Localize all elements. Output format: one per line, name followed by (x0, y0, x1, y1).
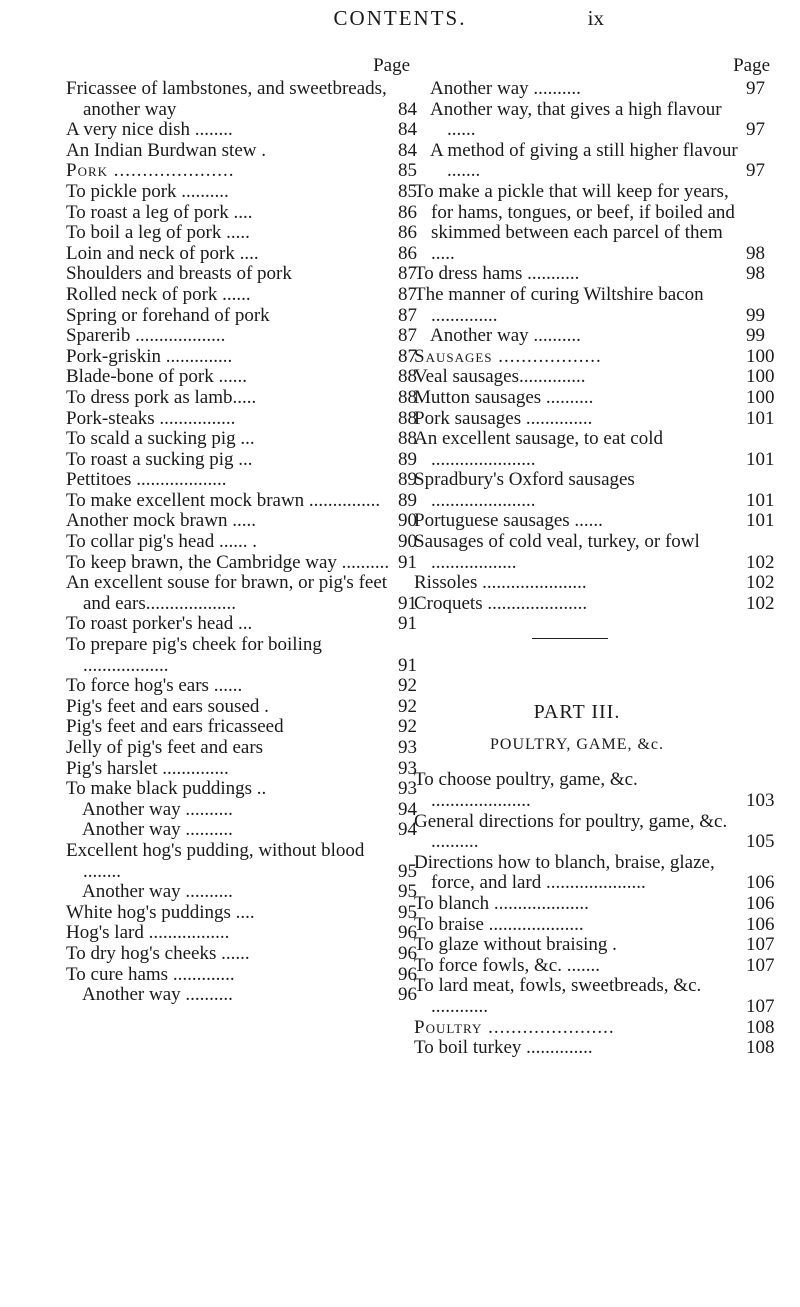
entry-page-number: 84 (398, 98, 417, 120)
entry-title: To make excellent mock brawn ............... (66, 489, 381, 511)
entry-title: To roast a leg of pork .... (66, 201, 253, 223)
entry-title: Fricassee of lambstones, and sweetbreads, another way (66, 78, 387, 120)
entry-page-number: 87 (398, 325, 417, 347)
entry-page-number: 96 (398, 963, 417, 985)
toc-entry (66, 944, 430, 965)
toc-entry (66, 985, 430, 1006)
entry-title: Spradbury's Oxford sausages ...................... (414, 469, 635, 511)
entry-page-number: 101 (746, 510, 775, 532)
section-entry (414, 1018, 784, 1039)
entry-page-number: 95 (398, 881, 417, 903)
entry-title: To dress hams ........... (414, 263, 580, 285)
entry-page-number: 88 (398, 407, 417, 429)
entry-title: To glaze without braising . (414, 934, 617, 956)
entry-page-number: 95 (398, 860, 417, 882)
entry-page-number: 102 (746, 592, 775, 614)
entry-title: Rolled neck of pork ...... (66, 283, 251, 305)
entry-title: To make a pickle that will keep for years, for hams, tongues, or beef, if boiled and skimmed between each parcel of them ..... (414, 180, 735, 264)
entry-page-number: 92 (398, 716, 417, 738)
entry-title: The manner of curing Wiltshire bacon .............. (414, 283, 704, 326)
entry-title: Pig's feet and ears fricasseed (66, 716, 284, 738)
entry-title: To roast porker's head ... (66, 613, 253, 635)
entry-title: To force fowls, &c. ....... (414, 954, 600, 976)
toc-entry (414, 532, 784, 573)
entry-title: Pig's feet and ears soused . (66, 695, 269, 717)
entry-title: To boil turkey .............. (414, 1037, 593, 1059)
entry-page-number: 107 (746, 995, 775, 1017)
toc-entry (66, 326, 430, 347)
entry-title: A method of giving a still higher flavour ....... (430, 139, 738, 182)
entry-page-number: 91 (398, 613, 417, 635)
entry-title: To prepare pig's cheek for boiling .................. (66, 634, 322, 676)
toc-entry (414, 956, 784, 977)
toc-entry (66, 79, 430, 120)
entry-title: Jelly of pig's feet and ears (66, 737, 264, 758)
toc-entry (414, 326, 784, 347)
entry-title: Veal sausages.............. (414, 366, 586, 388)
entry-title: A very nice dish ........ (66, 119, 233, 141)
entry-title: An excellent souse for brawn, or pig's feet and ears................... (66, 572, 388, 614)
entry-page-number: 100 (746, 386, 775, 408)
toc-entry (66, 738, 430, 759)
entry-page-number: 98 (746, 242, 765, 264)
toc-entry (66, 635, 430, 676)
toc-entry (66, 203, 430, 224)
toc-entry (414, 470, 784, 511)
column-heading: Page (733, 55, 770, 76)
toc-entry (414, 182, 784, 264)
entry-title: Shoulders and breasts of pork (66, 263, 292, 285)
entry-title: Pork ..................... (66, 160, 235, 182)
toc-entry (414, 915, 784, 936)
entry-title: Blade-bone of pork ...... (66, 366, 247, 388)
column-heading: Page (373, 55, 410, 76)
toc-entry (66, 573, 430, 614)
running-title: CONTENTS. (333, 6, 467, 30)
entry-page-number: 84 (398, 119, 417, 141)
entry-page-number: 88 (398, 386, 417, 408)
entry-page-number: 93 (398, 737, 417, 758)
entry-title: Portuguese sausages ...... (414, 510, 603, 532)
entry-title: Spring or forehand of pork (66, 304, 270, 326)
entry-page-number: 85 (398, 160, 417, 182)
toc-entry (66, 450, 430, 471)
toc-entry (414, 388, 784, 409)
toc-entry (414, 100, 784, 141)
entry-title: Poultry ...................... (414, 1016, 615, 1038)
toc-entry (66, 285, 430, 306)
toc-entry (66, 532, 430, 553)
entry-page-number: 101 (746, 489, 775, 511)
toc-entry (414, 409, 784, 430)
entry-title: To collar pig's head ...... . (66, 531, 257, 553)
section-entry (414, 347, 784, 368)
toc-entry (66, 264, 430, 285)
entry-title: To blanch .................... (414, 893, 589, 914)
entry-title: Sausages of cold veal, turkey, or fowl .................. (414, 531, 700, 573)
entry-title: To dress pork as lamb..... (66, 386, 257, 408)
entry-title: Another way, that gives a high flavour ...... (430, 98, 722, 141)
entry-title: To dry hog's cheeks ...... (66, 942, 250, 964)
entry-page-number: 97 (746, 160, 765, 182)
entry-page-number: 96 (398, 942, 417, 964)
toc-entry (414, 285, 784, 326)
entry-page-number: 90 (398, 531, 417, 553)
entry-title: Pork-griskin .............. (66, 345, 233, 367)
entry-title: Pettitoes ................... (66, 469, 227, 491)
entry-title: Sparerib ................... (66, 325, 226, 347)
entry-title: An excellent sausage, to eat cold ...................... (414, 428, 664, 470)
toc-entry (66, 244, 430, 265)
entry-page-number: 101 (746, 407, 775, 429)
toc-entry (66, 491, 430, 512)
toc-entry (66, 141, 430, 162)
entry-page-number: 86 (398, 222, 417, 244)
entry-page-number: 95 (398, 901, 417, 923)
entry-title: Another mock brawn ..... (66, 510, 256, 532)
entry-title: To scald a sucking pig ... (66, 428, 255, 450)
entry-page-number: 108 (746, 1037, 775, 1059)
entry-title: To braise .................... (414, 913, 584, 935)
entry-page-number: 90 (398, 510, 417, 532)
entry-page-number: 87 (398, 345, 417, 367)
toc-entry (66, 388, 430, 409)
toc-entry (414, 770, 784, 811)
entry-title: An Indian Burdwan stew . (66, 139, 266, 161)
entry-title: To cure hams ............. (66, 963, 235, 985)
part-subtitle: POULTRY, GAME, &c. (489, 736, 665, 754)
entry-title: Loin and neck of pork .... (66, 242, 259, 264)
entry-title: To boil a leg of pork ..... (66, 222, 250, 244)
entry-page-number: 108 (746, 1016, 775, 1038)
entry-page-number: 87 (398, 263, 417, 285)
entry-title: Another way .......... (82, 881, 233, 903)
entry-title: Another way .......... (82, 798, 233, 820)
entry-page-number: 85 (398, 180, 417, 202)
entry-page-number: 86 (398, 242, 417, 264)
entry-title: To roast a sucking pig ... (66, 448, 253, 470)
entry-page-number: 87 (398, 304, 417, 326)
entry-page-number: 98 (746, 263, 765, 285)
toc-entry (66, 553, 430, 574)
toc-entry (414, 976, 784, 1017)
entry-page-number: 96 (398, 922, 417, 944)
toc-entry (414, 429, 784, 470)
entry-page-number: 88 (398, 428, 417, 450)
toc-entry (414, 79, 784, 100)
toc-entry (66, 367, 430, 388)
entry-page-number: 97 (746, 119, 765, 141)
toc-entry (66, 841, 430, 882)
toc-entry (66, 965, 430, 986)
toc-entry (66, 429, 430, 450)
entry-page-number: 99 (746, 304, 765, 326)
entry-title: General directions for poultry, game, &c. .......... (414, 810, 728, 853)
toc-entry (66, 470, 430, 491)
toc-entry (66, 923, 430, 944)
entry-title: Another way .......... (430, 78, 581, 99)
entry-title: To make black puddings .. (66, 778, 267, 800)
entry-title: Another way .......... (82, 984, 233, 1006)
toc-entry (66, 511, 430, 532)
entry-title: To lard meat, fowls, sweetbreads, &c. ............ (414, 975, 702, 1017)
section-entry (66, 161, 430, 182)
toc-entry (414, 1038, 784, 1059)
entry-title: Directions how to blanch, braise, glaze, force, and lard ..................... (414, 851, 715, 894)
toc-entry (414, 573, 784, 594)
toc-entry (414, 511, 784, 532)
toc-entry (66, 223, 430, 244)
entry-list-left (66, 79, 430, 1006)
entry-page-number: 99 (746, 325, 765, 347)
toc-entry (414, 853, 784, 894)
toc-entry (66, 676, 430, 697)
entry-page-number: 94 (398, 819, 417, 841)
entry-page-number: 89 (398, 489, 417, 511)
entry-title: Sausages .................. (414, 345, 602, 367)
entry-page-number: 92 (398, 675, 417, 697)
entry-title: Excellent hog's pudding, without blood ........ (66, 839, 365, 882)
entry-page-number: 100 (746, 366, 775, 388)
toc-entry (414, 894, 784, 915)
page-number: ix (587, 6, 604, 30)
toc-entry (66, 882, 430, 903)
toc-entry (66, 820, 430, 841)
entry-title: Croquets ..................... (414, 592, 588, 614)
entry-title: Pork sausages .............. (414, 407, 593, 429)
toc-entry (66, 182, 430, 203)
part-title: PART III. (533, 701, 621, 724)
entry-page-number: 106 (746, 872, 775, 894)
entry-page-number: 91 (398, 654, 417, 676)
right-column (414, 52, 784, 1059)
entry-list-part (414, 770, 784, 1058)
entry-page-number: 107 (746, 934, 775, 956)
section-divider (532, 638, 608, 639)
entry-list-right (414, 79, 784, 614)
entry-page-number: 84 (398, 139, 417, 161)
toc-entry (66, 779, 430, 800)
entry-page-number: 97 (746, 78, 765, 99)
entry-title: Rissoles ...................... (414, 572, 587, 594)
toc-entry (414, 367, 784, 388)
toc-entry (414, 935, 784, 956)
toc-entry (414, 264, 784, 285)
toc-entry (66, 120, 430, 141)
toc-entry (414, 594, 784, 615)
entry-title: To force hog's ears ...... (66, 675, 243, 697)
entry-title: Pork-steaks ................ (66, 407, 236, 429)
entry-title: To choose poultry, game, &c. ..................... (414, 769, 638, 812)
entry-title: White hog's puddings .... (66, 901, 255, 923)
entry-page-number: 88 (398, 366, 417, 388)
entry-page-number: 92 (398, 695, 417, 717)
entry-page-number: 96 (398, 984, 417, 1006)
entry-title: Mutton sausages .......... (414, 386, 594, 408)
entry-page-number: 102 (746, 551, 775, 573)
entry-page-number: 105 (746, 831, 775, 853)
entry-title: Another way .......... (430, 325, 581, 347)
entry-page-number: 103 (746, 790, 775, 812)
entry-title: Another way .......... (82, 819, 233, 841)
toc-entry (414, 812, 784, 853)
entry-page-number: 94 (398, 798, 417, 820)
entry-page-number: 106 (746, 893, 775, 914)
entry-page-number: 102 (746, 572, 775, 594)
entry-title: To pickle pork .......... (66, 180, 229, 202)
entry-page-number: 106 (746, 913, 775, 935)
entry-title: To keep brawn, the Cambridge way .......... (66, 551, 390, 573)
entry-page-number: 93 (398, 778, 417, 800)
entry-page-number: 101 (746, 448, 775, 470)
left-column (66, 52, 430, 1006)
entry-page-number: 86 (398, 201, 417, 223)
entry-page-number: 89 (398, 469, 417, 491)
toc-entry (66, 306, 430, 327)
running-head (0, 6, 800, 36)
toc-entry (66, 697, 430, 718)
toc-entry (414, 141, 784, 182)
toc-entry (66, 903, 430, 924)
toc-entry (66, 717, 430, 738)
toc-entry (66, 347, 430, 368)
toc-entry (66, 759, 430, 780)
entry-page-number: 91 (398, 592, 417, 614)
entry-title: Hog's lard ................. (66, 922, 230, 944)
toc-entry (66, 409, 430, 430)
entry-page-number: 100 (746, 345, 775, 367)
entry-page-number: 87 (398, 283, 417, 305)
entry-page-number: 93 (398, 757, 417, 779)
toc-entry (66, 614, 430, 635)
entry-title: Pig's harslet .............. (66, 757, 229, 779)
entry-page-number: 107 (746, 954, 775, 976)
entry-page-number: 91 (398, 551, 417, 573)
entry-page-number: 89 (398, 448, 417, 470)
toc-entry (66, 800, 430, 821)
